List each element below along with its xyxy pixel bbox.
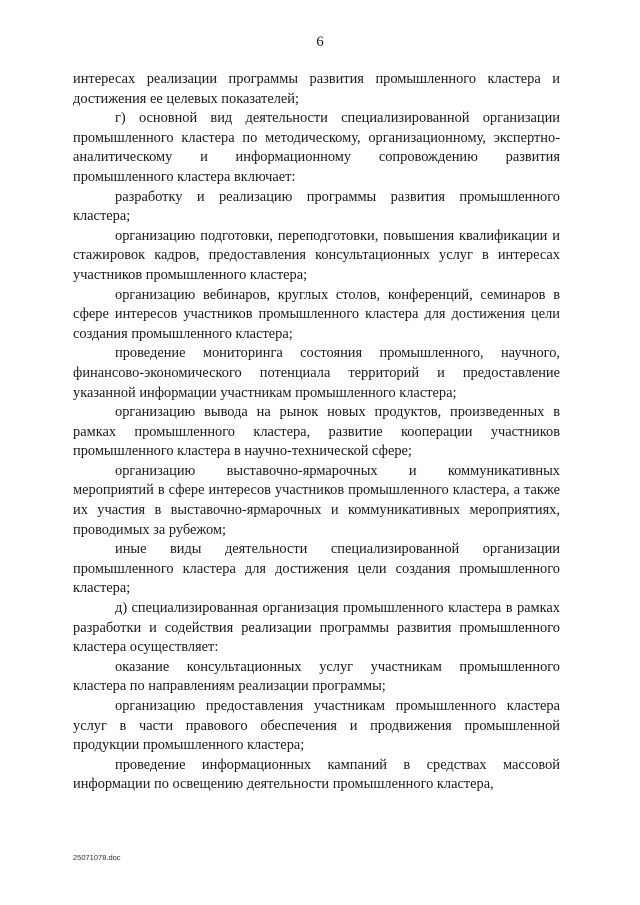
list-item: оказание консультационных услуг участникам промышленного кластера по направлениям реализации программы; — [73, 658, 560, 695]
list-item: организацию вывода на рынок новых продуктов, произведенных в рамках промышленного кластера, развитие кооперации участников промышленного кластера в научно-технической сфере; — [73, 404, 560, 460]
page-number: 6 — [316, 34, 324, 50]
list-item: организацию вебинаров, круглых столов, конференций, семинаров в сфере интересов участников промышленного кластера для достижения цели создания промышленного кластера; — [73, 286, 560, 342]
list-item: организацию предоставления участникам промышленного кластера услуг в части правового обеспечения и продвижения промышленной продукции промышленного кластера; — [73, 698, 560, 754]
list-item: организацию подготовки, переподготовки, повышения квалификации и стажировок кадров, предоставления консультационных услуг в интересах участников промышленного кластера; — [73, 227, 560, 283]
list-item: иные виды деятельности специализированной организации промышленного кластера для достижения цели создания промышленного кластера; — [73, 541, 560, 597]
document-body — [73, 70, 560, 795]
list-item: проведение информационных кампаний в средствах массовой информации по освещению деятельности промышленного кластера, — [73, 756, 560, 793]
paragraph-item-d: д) специализированная организация промышленного кластера в рамках разработки и содействия реализации программы развития промышленного кластера осуществляет: — [73, 600, 560, 656]
list-item: проведение мониторинга состояния промышленного, научного, финансово-экономического потенциала территорий и предоставление указанной информации участникам промышленного кластера; — [73, 345, 560, 401]
paragraph-item-g: г) основной вид деятельности специализированной организации промышленного кластера по методическому, организационному, экспертно-аналитическому и информационному сопровождению развития промышленного кластера включает: — [73, 110, 560, 185]
paragraph-continuation: интересах реализации программы развития промышленного кластера и достижения ее целевых показателей; — [73, 71, 560, 107]
footer-file-code: 25071078.doc — [73, 853, 121, 862]
list-item: разработку и реализацию программы развития промышленного кластера; — [73, 188, 560, 225]
list-item: организацию выставочно-ярмарочных и коммуникативных мероприятий в сфере интересов участников промышленного кластера, а также их участия в выставочно-ярмарочных и коммуникативных мероприятиях, проводимых за рубежом; — [73, 462, 560, 538]
